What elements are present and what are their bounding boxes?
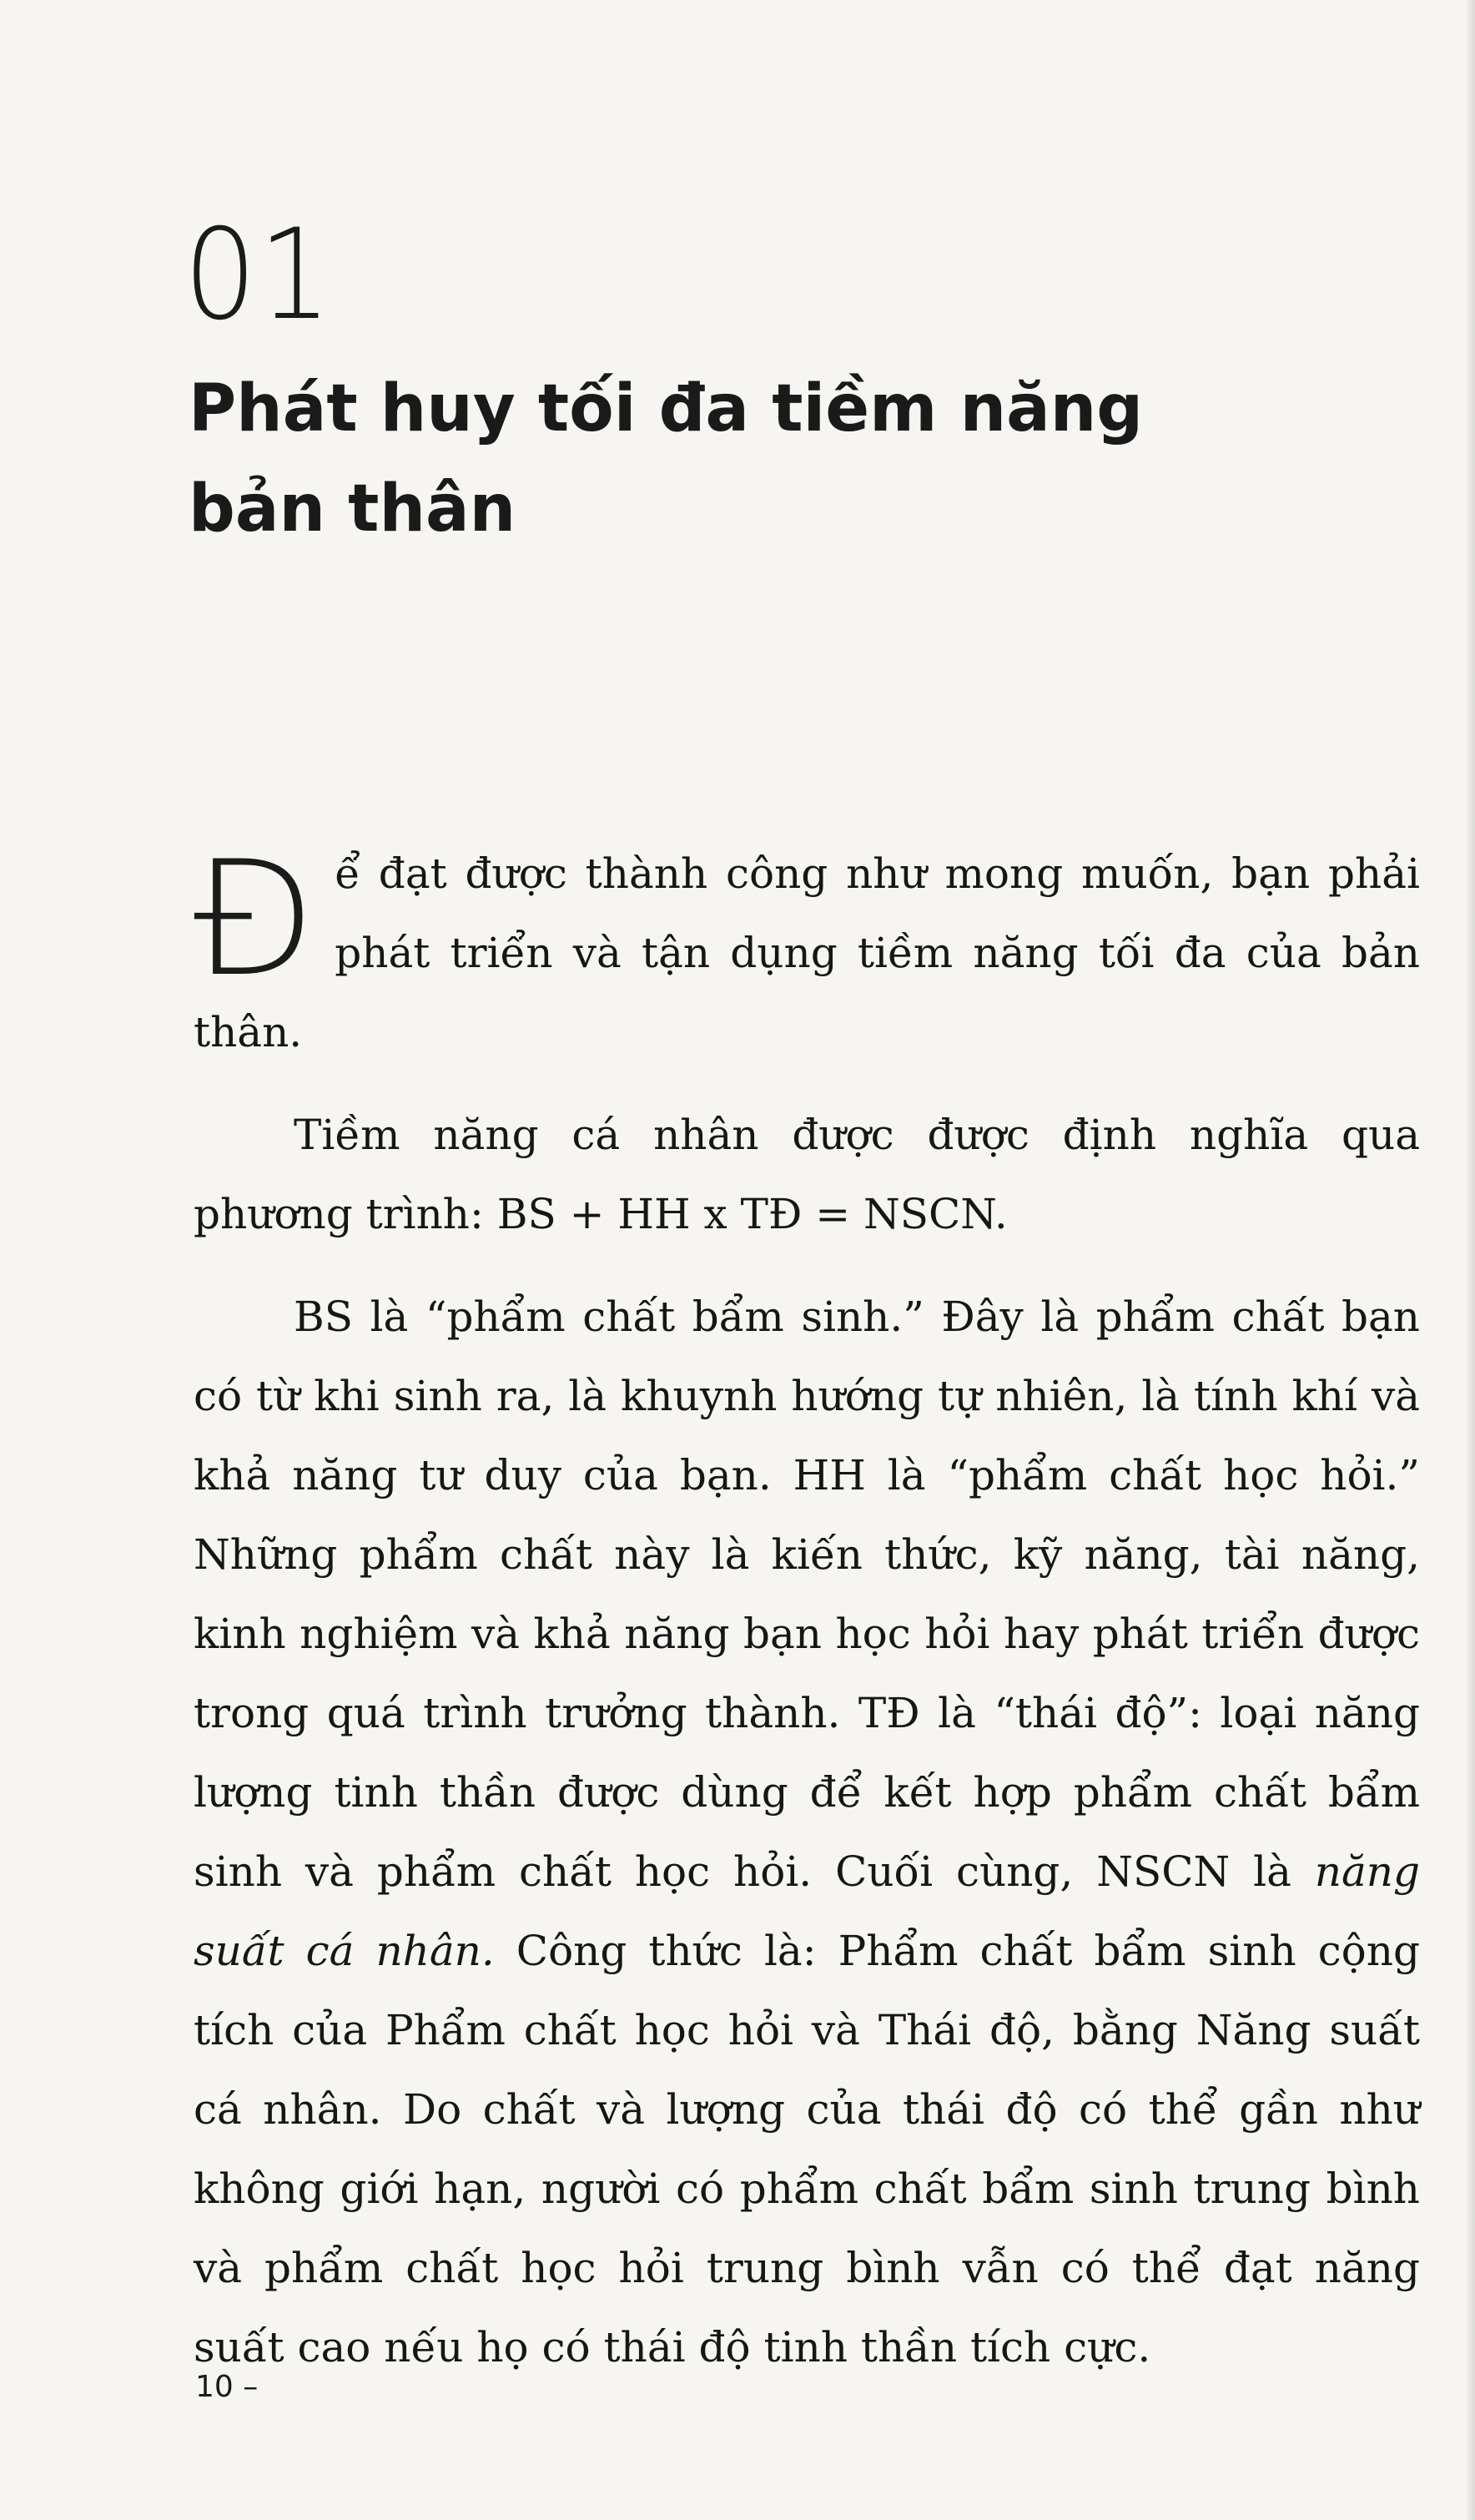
chapter-title: Phát huy tối đa tiềm năng bản thân [189,371,1144,547]
intro-paragraph [194,827,1420,1072]
page-edge [1465,0,1475,2520]
paragraph-definitions-italic: năng suất cá nhân. [194,1847,1420,1975]
paragraph-definitions-end: Công thức là: Phẩm chất bẩm sinh cộng tích của Phẩm chất học hỏi và Thái độ, bằng Năng suất cá nhân. Do chất và lượng của thái độ có thể gần như không giới hạn, người có phẩm chất bẩm sinh trung bình và phẩm chất học hỏi trung bình vẫn có thể đạt năng suất cao nếu họ có thái độ tinh thần tích cực. [194,1927,1420,2371]
body-text [194,827,1420,2411]
paragraph-definitions [194,1278,1420,2387]
chapter-number: 01 [184,203,334,348]
paragraph-definitions-start: BS là “phẩm chất bẩm sinh.” Đây là phẩm chất bạn có từ khi sinh ra, là khuynh hướng tự nhiên, là tính khí và khả năng tư duy của bạn. HH là “phẩm chất học hỏi.” Những phẩm chất này là kiến thức, kỹ năng, tài năng, kinh nghiệm và khả năng bạn học hỏi hay phát triển được trong quá trình trưởng thành. TĐ là “thái độ”: loại năng lượng tinh thần được dùng để kết hợp phẩm chất bẩm sinh và phẩm chất học hỏi. Cuối cùng, NSCN là [194,1293,1420,1896]
page-number: 10 – [195,2370,259,2404]
drop-cap: Đ [194,827,317,1011]
intro-text: ể đạt được thành công như mong muốn, bạn phải phát triển và tận dụng tiềm năng tối đa của bản thân. [194,849,1420,1056]
paragraph-equation: Tiềm năng cá nhân được được định nghĩa qua phương trình: BS + HH x TĐ = NSCN. [194,1111,1420,1238]
